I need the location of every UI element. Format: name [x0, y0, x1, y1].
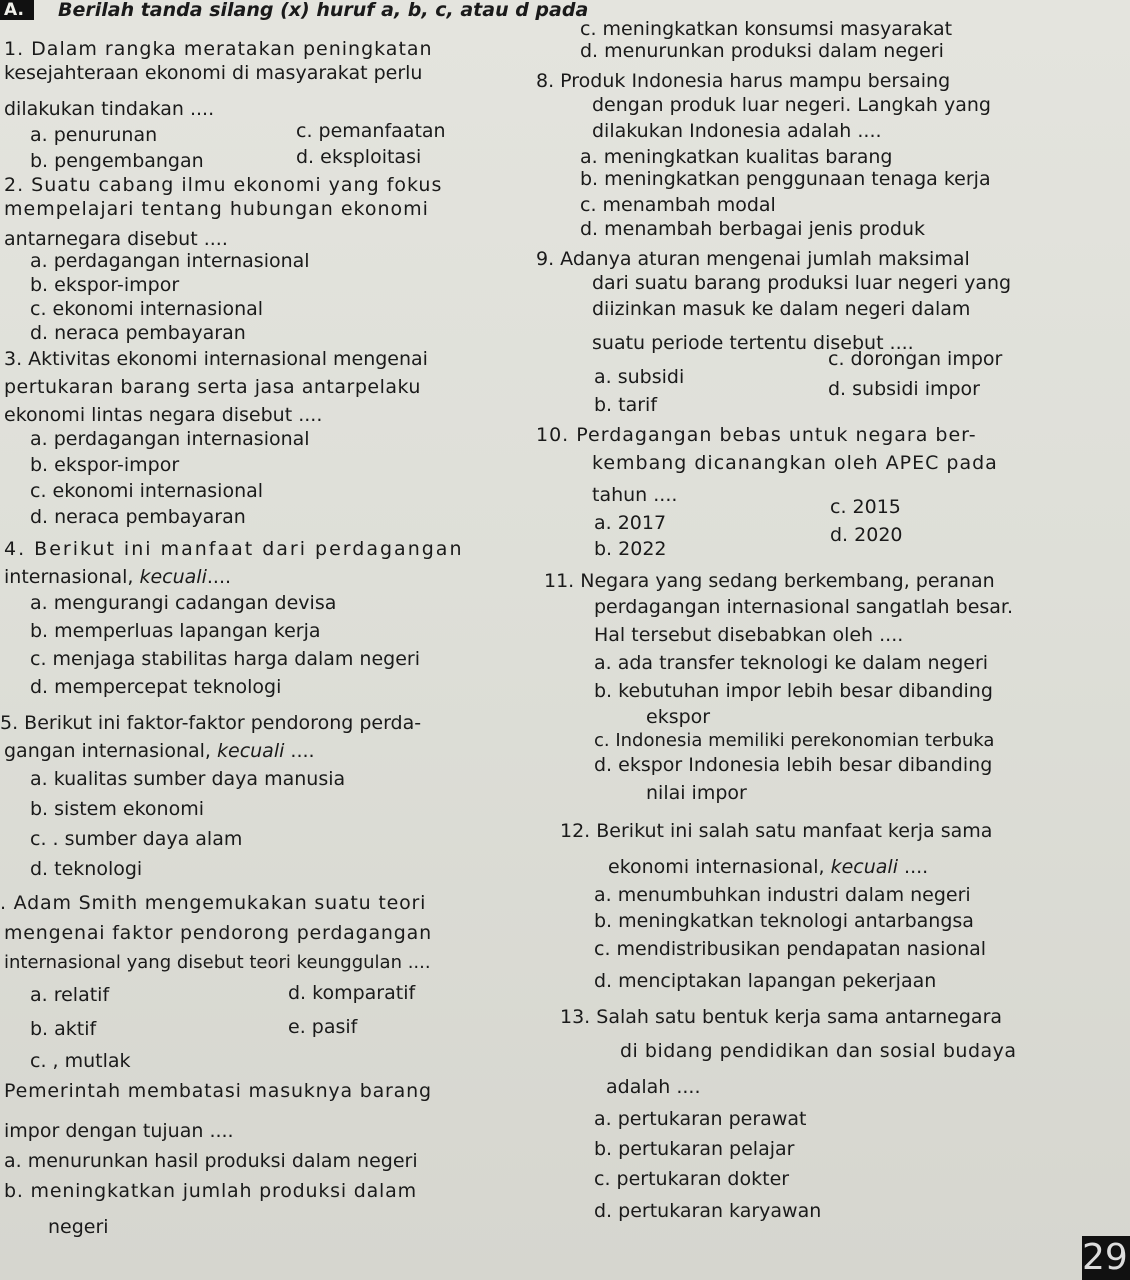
question-3-option-d[interactable]: d. neraca pembayaran	[30, 506, 246, 528]
question-8-stem: dengan produk luar negeri. Langkah yang	[592, 94, 991, 116]
question-10-option-d[interactable]: d. 2020	[830, 524, 903, 546]
question-9-option-d[interactable]: d. subsidi impor	[828, 378, 980, 400]
question-6-option-b[interactable]: b. aktif	[30, 1018, 97, 1040]
question-6-stem: . Adam Smith mengemukakan suatu teori	[0, 892, 427, 914]
question-12-stem-text: ekonomi internasional, kecuali ....	[608, 856, 929, 878]
question-4-stem: 4. Berikut ini manfaat dari perdagangan	[4, 538, 464, 560]
question-13-stem: di bidang pendidikan dan sosial budaya	[620, 1040, 1017, 1062]
question-11-stem: perdagangan internasional sangatlah besar.	[594, 596, 1014, 618]
question-1-stem: dilakukan tindakan ....	[4, 98, 215, 120]
question-8-option-d[interactable]: d. menambah berbagai jenis produk	[580, 218, 926, 240]
question-2-stem: 2. Suatu cabang ilmu ekonomi yang fokus	[4, 174, 443, 196]
question-12-option-c[interactable]: c. mendistribusikan pendapatan nasional	[594, 938, 987, 960]
question-10-option-a[interactable]: a. 2017	[594, 512, 667, 534]
question-9-stem: suatu periode tertentu disebut ....	[592, 332, 914, 354]
question-8-stem: 8. Produk Indonesia harus mampu bersaing	[536, 70, 951, 92]
question-9-stem: diizinkan masuk ke dalam negeri dalam	[592, 298, 971, 320]
question-8-option-a[interactable]: a. meningkatkan kualitas barang	[580, 146, 893, 168]
question-4-option-b[interactable]: b. memperluas lapangan kerja	[30, 620, 321, 642]
question-11-stem: 11. Negara yang sedang berkembang, peranan	[544, 570, 995, 592]
question-6-option-a[interactable]: a. relatif	[30, 984, 110, 1006]
question-4-option-c[interactable]: c. menjaga stabilitas harga dalam negeri	[30, 648, 421, 670]
question-1-option-d-right[interactable]: d. menurunkan produksi dalam negeri	[580, 40, 944, 62]
question-12-stem	[608, 856, 928, 878]
question-11-stem: Hal tersebut disebabkan oleh ....	[594, 624, 904, 646]
question-12-option-a[interactable]: a. menumbuhkan industri dalam negeri	[594, 884, 971, 906]
question-6-stem: internasional yang disebut teori keunggulan ....	[4, 952, 431, 973]
section-instruction: Berilah tanda silang (x) huruf a, b, c, atau d pada	[58, 0, 589, 21]
question-1-option-c-right[interactable]: c. meningkatkan konsumsi masyarakat	[580, 18, 953, 40]
page-number: 29	[1082, 1236, 1130, 1280]
question-3-option-b[interactable]: b. ekspor-impor	[30, 454, 180, 476]
question-5-stem: gangan internasional, kecuali ....	[4, 740, 315, 762]
question-3-option-c[interactable]: c. ekonomi internasional	[30, 480, 264, 502]
question-5-option-c[interactable]: c. . sumber daya alam	[30, 828, 243, 850]
question-1-stem: kesejahteraan ekonomi di masyarakat perlu	[4, 62, 423, 84]
question-2-stem: antarnegara disebut ....	[4, 228, 228, 250]
question-1-option-d[interactable]: d. eksploitasi	[296, 146, 422, 168]
question-10-stem: tahun ....	[592, 484, 678, 506]
question-5-option-d[interactable]: d. teknologi	[30, 858, 143, 880]
question-3-stem: ekonomi lintas negara disebut ....	[4, 404, 323, 426]
question-4-option-d[interactable]: d. mempercepat teknologi	[30, 676, 282, 698]
question-2-option-c[interactable]: c. ekonomi internasional	[30, 298, 264, 320]
question-3-stem: pertukaran barang serta jasa antarpelaku	[4, 376, 421, 398]
question-9-stem: dari suatu barang produksi luar negeri yang	[592, 272, 1012, 294]
question-8-option-b[interactable]: b. meningkatkan penggunaan tenaga kerja	[580, 168, 991, 190]
question-11-option-a[interactable]: a. ada transfer teknologi ke dalam negeri	[594, 652, 989, 674]
question-8-option-c[interactable]: c. menambah modal	[580, 194, 776, 216]
question-1-stem: 1. Dalam rangka meratakan peningkatan	[4, 38, 433, 60]
question-10-stem: 10. Perdagangan bebas untuk negara ber-	[536, 424, 977, 446]
question-6-stem: mengenai faktor pendorong perdagangan	[4, 922, 432, 944]
question-7-stem: Pemerintah membatasi masuknya barang	[4, 1080, 432, 1102]
question-10-option-b[interactable]: b. 2022	[594, 538, 667, 560]
question-13-option-b[interactable]: b. pertukaran pelajar	[594, 1138, 795, 1160]
question-7-option-b-cont: negeri	[48, 1216, 109, 1238]
question-9-option-b[interactable]: b. tarif	[594, 394, 658, 416]
question-13-option-a[interactable]: a. pertukaran perawat	[594, 1108, 807, 1130]
question-10-stem: kembang dicanangkan oleh APEC pada	[592, 452, 998, 474]
question-7-stem: impor dengan tujuan ....	[4, 1120, 234, 1142]
question-1-option-c[interactable]: c. pemanfaatan	[296, 120, 446, 142]
question-13-stem: 13. Salah satu bentuk kerja sama antarnegara	[560, 1006, 1003, 1028]
question-4-option-a[interactable]: a. mengurangi cadangan devisa	[30, 592, 337, 614]
question-2-option-a[interactable]: a. perdagangan internasional	[30, 250, 310, 272]
question-11-option-b-cont: ekspor	[646, 706, 711, 728]
question-2-option-b[interactable]: b. ekspor-impor	[30, 274, 180, 296]
question-6-option-c[interactable]: c. , mutlak	[30, 1050, 131, 1072]
question-1-option-b[interactable]: b. pengembangan	[30, 150, 204, 172]
question-5-stem: 5. Berikut ini faktor-faktor pendorong perda-	[0, 712, 422, 734]
question-13-option-d[interactable]: d. pertukaran karyawan	[594, 1200, 822, 1222]
question-11-option-c[interactable]: c. Indonesia memiliki perekonomian terbuka	[594, 730, 995, 751]
question-5-option-b[interactable]: b. sistem ekonomi	[30, 798, 204, 820]
question-12-stem: 12. Berikut ini salah satu manfaat kerja sama	[560, 820, 993, 842]
question-3-stem: 3. Aktivitas ekonomi internasional mengenai	[4, 348, 428, 370]
question-9-stem: 9. Adanya aturan mengenai jumlah maksimal	[536, 248, 970, 270]
question-2-option-d[interactable]: d. neraca pembayaran	[30, 322, 246, 344]
section-header	[0, 0, 589, 22]
question-7-option-a[interactable]: a. menurunkan hasil produksi dalam negeri	[4, 1150, 418, 1172]
question-5-option-a[interactable]: a. kualitas sumber daya manusia	[30, 768, 346, 790]
question-11-option-d[interactable]: d. ekspor Indonesia lebih besar dibanding	[594, 754, 993, 776]
question-1-option-a[interactable]: a. penurunan	[30, 124, 158, 146]
question-11-option-d-cont: nilai impor	[646, 782, 747, 804]
question-12-option-b[interactable]: b. meningkatkan teknologi antarbangsa	[594, 910, 974, 932]
question-9-option-c[interactable]: c. dorongan impor	[828, 348, 1003, 370]
question-6-option-e[interactable]: e. pasif	[288, 1016, 358, 1038]
question-4-stem	[4, 566, 231, 588]
question-3-option-a[interactable]: a. perdagangan internasional	[30, 428, 310, 450]
question-8-stem: dilakukan Indonesia adalah ....	[592, 120, 882, 142]
question-9-option-a[interactable]: a. subsidi	[594, 366, 685, 388]
question-7-option-b[interactable]: b. meningkatkan jumlah produksi dalam	[4, 1180, 417, 1202]
question-12-option-d[interactable]: d. menciptakan lapangan pekerjaan	[594, 970, 937, 992]
question-2-stem: mempelajari tentang hubungan ekonomi	[4, 198, 429, 220]
question-13-option-c[interactable]: c. pertukaran dokter	[594, 1168, 790, 1190]
question-11-option-b[interactable]: b. kebutuhan impor lebih besar dibanding	[594, 680, 993, 702]
question-13-stem: adalah ....	[606, 1076, 701, 1098]
question-6-option-d[interactable]: d. komparatif	[288, 982, 416, 1004]
section-label: A.	[0, 0, 34, 20]
question-10-option-c[interactable]: c. 2015	[830, 496, 901, 518]
question-4-stem-text: internasional, kecuali....	[4, 566, 232, 588]
